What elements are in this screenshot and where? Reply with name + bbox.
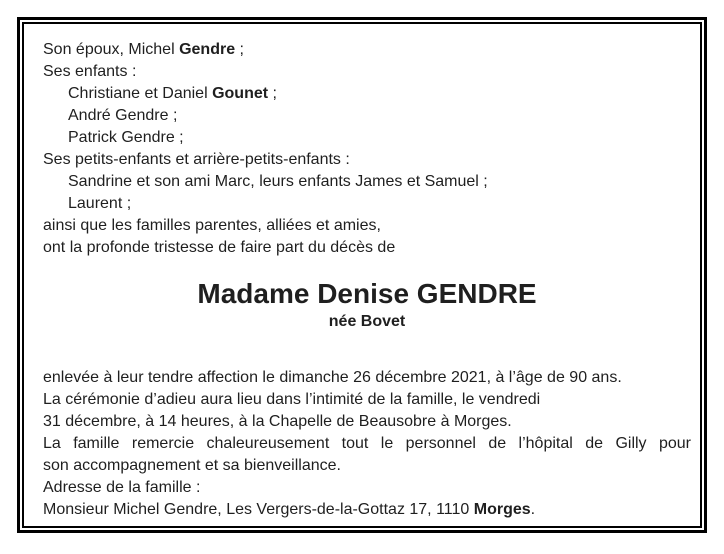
text-line: enlevée à leur tendre affection le dimanche 26 décembre 2021, à l’âge de 90 ans. xyxy=(43,369,622,386)
text-line: Adresse de la famille : xyxy=(43,479,201,496)
death-notice xyxy=(22,22,702,528)
announcement-body xyxy=(43,367,691,521)
text-line: Ses enfants : xyxy=(43,63,137,80)
deceased-name: Madame Denise GENDRE xyxy=(197,278,537,309)
text-line: La famille remercie chaleureusement tout le personnel de l’hôpital de Gilly pour xyxy=(43,435,691,452)
relatives-list xyxy=(43,39,691,259)
text-line: Patrick Gendre ; xyxy=(68,129,184,146)
text-line: Sandrine et son ami Marc, leurs enfants James et Samuel ; xyxy=(68,173,488,190)
text-line: Laurent ; xyxy=(68,195,132,212)
text-line: ont la profonde tristesse de faire part du décès de xyxy=(43,239,396,256)
text-line: Monsieur Michel Gendre, Les Vergers-de-la-Gottaz 17, 1110 Morges. xyxy=(43,501,536,518)
text-line: Ses petits-enfants et arrière-petits-enfants : xyxy=(43,151,350,168)
text-line: Son époux, Michel Gendre ; xyxy=(43,41,244,58)
text-line: André Gendre ; xyxy=(68,107,178,124)
text-line: ainsi que les familles parentes, alliées et amies, xyxy=(43,217,381,234)
death-notice-frame xyxy=(17,17,707,533)
text-line: son accompagnement et sa bienveillance. xyxy=(43,457,341,474)
text-line: La cérémonie d’adieu aura lieu dans l’intimité de la famille, le vendredi xyxy=(43,391,541,408)
text-line: 31 décembre, à 14 heures, à la Chapelle de Beausobre à Morges. xyxy=(43,413,512,430)
text-line: Christiane et Daniel Gounet ; xyxy=(68,85,277,102)
maiden-name: née Bovet xyxy=(328,313,406,330)
